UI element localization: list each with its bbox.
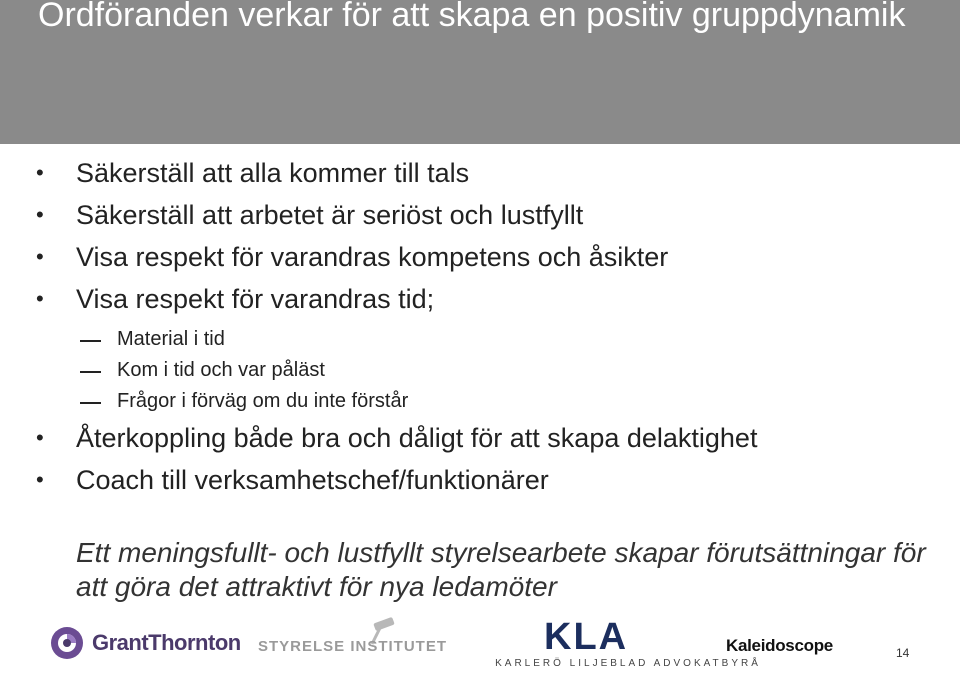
- bullet-item: • Visa respekt för varandras tid;: [0, 278, 960, 320]
- sub-bullet-item: Material i tid: [0, 324, 960, 355]
- bullet-item: • Säkerställ att arbetet är seriöst och lustfyllt: [0, 194, 960, 236]
- page-number: 14: [896, 646, 910, 660]
- closing-quote: Ett meningsfullt- och lustfyllt styrelsearbete skapar förutsättningar för att göra det attraktivt för nya ledamöter: [76, 537, 926, 602]
- bullet-item: • Visa respekt för varandras kompetens och åsikter: [0, 236, 960, 278]
- kla-subtitle: KARLERÖ LILJEBLAD ADVOKATBYRÅ: [495, 658, 761, 669]
- title-bar: [0, 0, 960, 144]
- bullet-item: • Coach till verksamhetschef/funktionärer: [0, 459, 960, 501]
- grant-thornton-text: GrantThornton: [92, 630, 241, 655]
- kaleidoscope-logo: Kaleidoscope: [726, 636, 833, 655]
- styrelse-institutet-logo: [258, 616, 486, 666]
- bullet-list: [0, 152, 960, 501]
- styrelse-institutet-text: STYRELSE INSTITUTET: [258, 638, 448, 655]
- grant-thornton-logo: [50, 624, 241, 662]
- bullet-item: • Återkoppling både bra och dåligt för att skapa delaktighet: [0, 417, 960, 459]
- sub-bullet-item: Kom i tid och var påläst: [0, 355, 960, 386]
- kla-logo: [495, 616, 761, 674]
- bullet-item: • Säkerställ att alla kommer till tals: [0, 152, 960, 194]
- grant-thornton-mark-icon: [50, 626, 84, 660]
- sub-bullet-item: Frågor i förväg om du inte förstår: [0, 386, 960, 417]
- slide-title: Ordföranden verkar för att skapa en positiv gruppdynamik: [38, 0, 906, 34]
- kla-text: KLA: [544, 616, 629, 658]
